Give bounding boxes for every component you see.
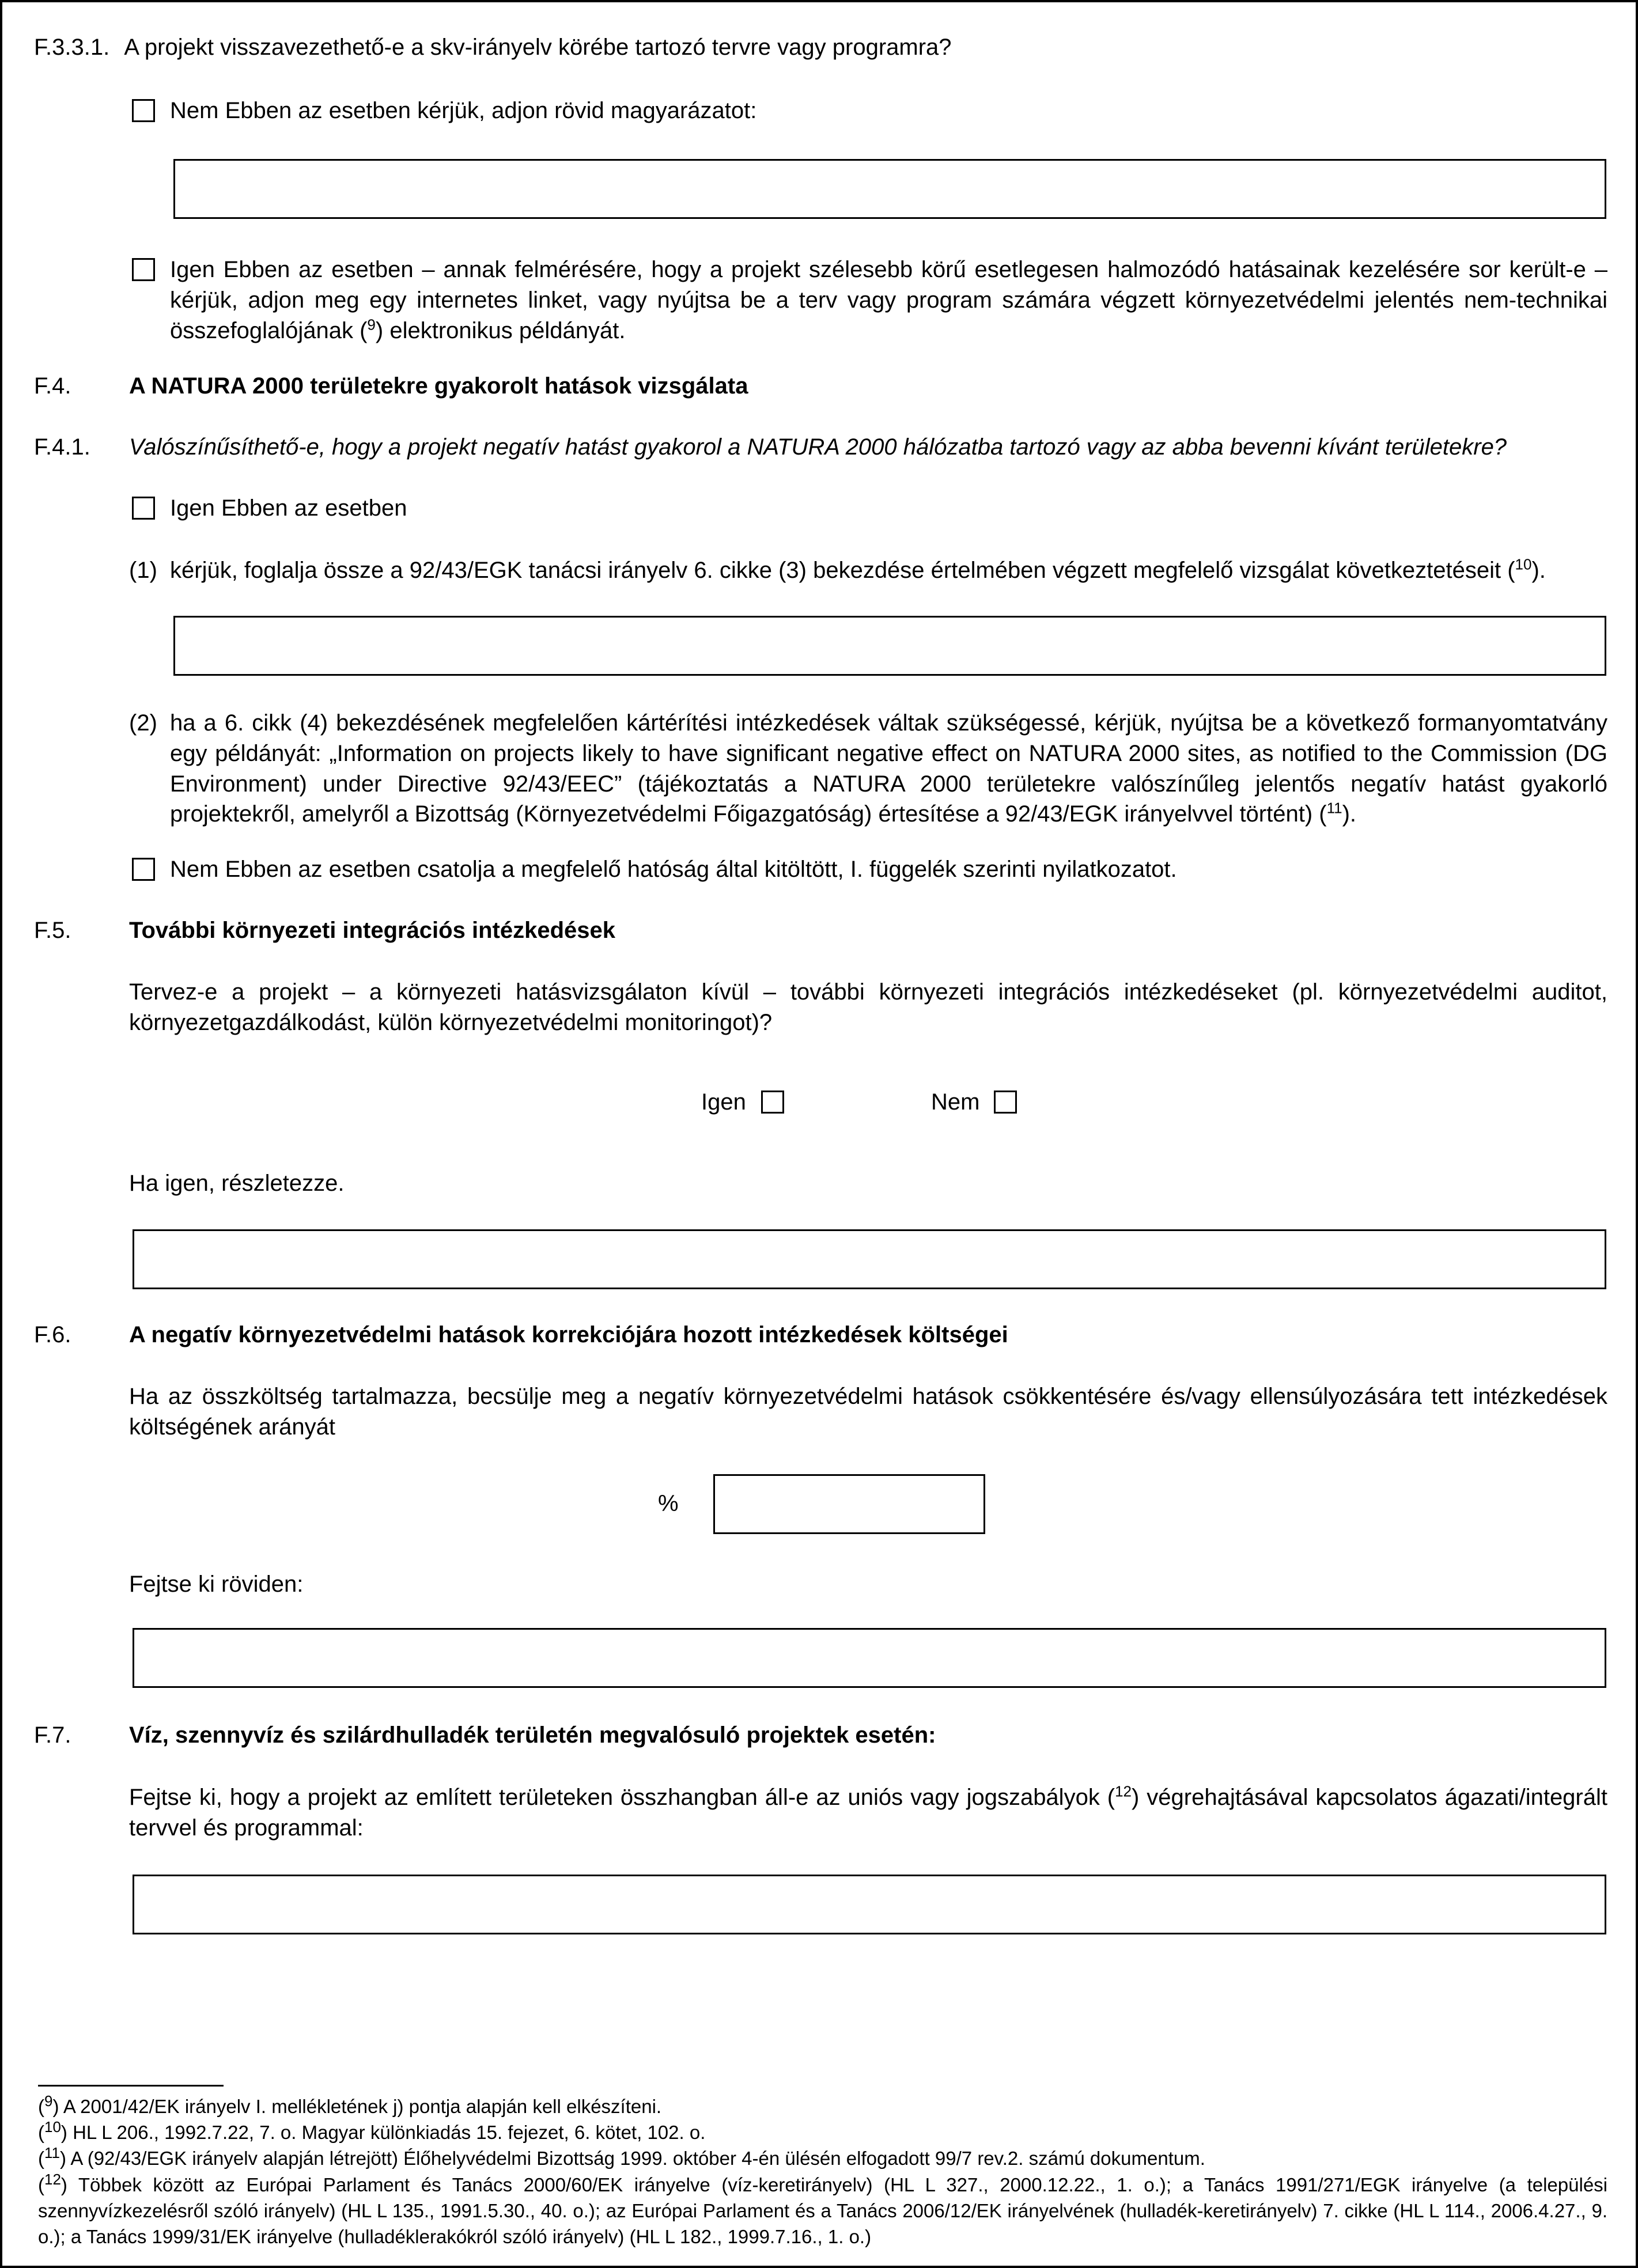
section-f5-title: További környezeti integrációs intézkedések <box>129 918 615 943</box>
no-option-label: Nem Ebben az esetben kérjük, adjon rövid magyarázatot: <box>170 98 757 123</box>
no-label: Nem <box>931 1089 980 1115</box>
section-f5-question: Tervez-e a projekt – a környezeti hatásvizsgálaton kívül – további környezeti integrációs intézkedéseket (pl. környezetvédelmi auditot, környezetgazdálkodást, külön környezetvédelmi monitoringot)? <box>129 979 1607 1035</box>
yes-checkbox-f5[interactable] <box>761 1091 784 1114</box>
yes-checkbox-f331[interactable] <box>132 258 155 281</box>
percent-label: % <box>658 1491 679 1516</box>
section-f41-question: Valószínűsíthető-e, hogy a projekt negatív hatást gyakorol a NATURA 2000 hálózatba tartozó vagy az abba bevenni kívánt területekre? <box>129 434 1507 460</box>
conclusion-field-f41[interactable] <box>173 616 1606 676</box>
yes-label: Igen <box>701 1089 746 1115</box>
section-f331-heading <box>34 32 952 63</box>
item-1-text: kérjük, foglalja össze a 92/43/EGK tanácsi irányelv 6. cikke (3) bekezdése értelmében végzett megfelelő vizsgálat következtetéseit ($^{10}$). <box>170 555 1546 583</box>
footnote-12: ($^{12}$) Többek között az Európai Parlament és Tanács 2000/60/EK irányelve (víz-keretirányelv) (HL L 327., 2000.12.22., 1. o.); a Tanács 1991/271/EGK irányelve (a települési szennyvízkezelésről szóló irányelv) (HL L 135., 1991.5.30., 40. o.); az Európai Parlament és a Tanács 2006/12/EK irányelvének (hulladék-keretirányelv) 7. cikke (HL L 114., 2006.4.27., 9. o.); a Tanács 1999/31/EK irányelve (hulladéklerakókról szóló irányelv) (HL L 182., 1999.7.16., 1. o.) <box>38 2170 1607 2248</box>
no-checkbox-f331[interactable] <box>132 99 155 122</box>
explanation-field-f331[interactable] <box>173 159 1606 219</box>
percent-field[interactable] <box>713 1474 985 1534</box>
no-checkbox-f41[interactable] <box>132 858 155 881</box>
section-f4-title: A NATURA 2000 területekre gyakorolt hatások vizsgálata <box>129 373 748 399</box>
item-number: (2) <box>129 710 157 736</box>
details-label: Ha igen, részletezze. <box>129 1171 345 1196</box>
section-number: F.7. <box>34 1722 71 1748</box>
question-text: A projekt visszavezethető-e a skv-irányelv körébe tartozó tervre vagy programra? <box>124 35 952 60</box>
section-f6-title: A negatív környezetvédelmi hatások korrekciójára hozott intézkedések költségei <box>129 1322 1008 1347</box>
footnote-9: ($^9$) A 2001/42/EK irányelv I. mellékletének j) pontja alapján kell elkészíteni. <box>38 2092 662 2117</box>
details-field-f7[interactable] <box>133 1875 1606 1934</box>
yes-option-label: Igen Ebben az esetben <box>170 495 407 521</box>
section-number: F.5. <box>34 918 71 943</box>
no-checkbox-f5[interactable] <box>994 1091 1017 1114</box>
details-field-f5[interactable] <box>133 1229 1606 1289</box>
section-number: F.4. <box>34 373 71 399</box>
no-option-label: Nem Ebben az esetben csatolja a megfelelő hatóság által kitöltött, I. függelék szerinti nyilatkozatot. <box>170 857 1177 882</box>
item-number: (1) <box>129 558 157 583</box>
yes-checkbox-f41[interactable] <box>132 497 155 520</box>
footnote-divider <box>38 2085 224 2087</box>
explain-label: Fejtse ki röviden: <box>129 1572 304 1597</box>
section-f7-question: Fejtse ki, hogy a projekt az említett területeken összhangban áll-e az uniós vagy jogszabályok ($^{12}$) végrehajtásával kapcsolatos ágazati/integrált tervvel és programmal: <box>129 1782 1607 1841</box>
footnote-11: ($^{11}$) A (92/43/EGK irányelv alapján létrejött) Élőhelyvédelmi Bizottság 1999. október 4-én ülésén elfogadott 99/7 rev.2. számú dokumentum. <box>38 2144 1205 2169</box>
footnote-10: ($^{10}$) HL L 206., 1992.7.22, 7. o. Magyar különkiadás 15. fejezet, 6. kötet, 102. o. <box>38 2118 706 2144</box>
item-2-text: ha a 6. cikk (4) bekezdésének megfelelően kártérítési intézkedések váltak szükségessé, kérjük, nyújtsa be a következő formanyomtatvány egy példányát: „Information on projects likely to have significant negative effect on NATURA 2000 sites, as notified to the Commission (DG Environment) under Directive 92/43/EEC” (tájékoztatás a NATURA 2000 területekre valószínűleg jelentős negatív hatást gyakorló projektekről, amelyről a Bizottság (Környezetvédelmi Főigazgatóság) értesítése a 92/43/EGK irányelvvel történt) ($^{11}$). <box>170 710 1607 827</box>
explain-field-f6[interactable] <box>133 1628 1606 1688</box>
footnotes <box>38 2093 1607 2250</box>
section-f7-title: Víz, szennyvíz és szilárdhulladék területén megvalósuló projektek esetén: <box>129 1722 936 1748</box>
section-number: F.3.3.1. <box>34 35 110 60</box>
section-f6-question: Ha az összköltség tartalmazza, becsülje meg a negatív környezetvédelmi hatások csökkentésére és/vagy ellensúlyozására tett intézkedések költségének arányát <box>129 1384 1607 1440</box>
section-number: F.6. <box>34 1322 71 1347</box>
yes-option-text: Igen Ebben az esetben – annak felmérésére, hogy a projekt szélesebb körű esetlegesen halmozódó hatásainak kezelésére sor került-e – kérjük, adjon meg egy internetes linket, vagy nyújtsa be a terv vagy program számára végzett környezetvédelmi jelentés nem-technikai összefoglalójának ($^9$) elektronikus példányát. <box>170 257 1607 343</box>
section-number: F.4.1. <box>34 434 90 460</box>
